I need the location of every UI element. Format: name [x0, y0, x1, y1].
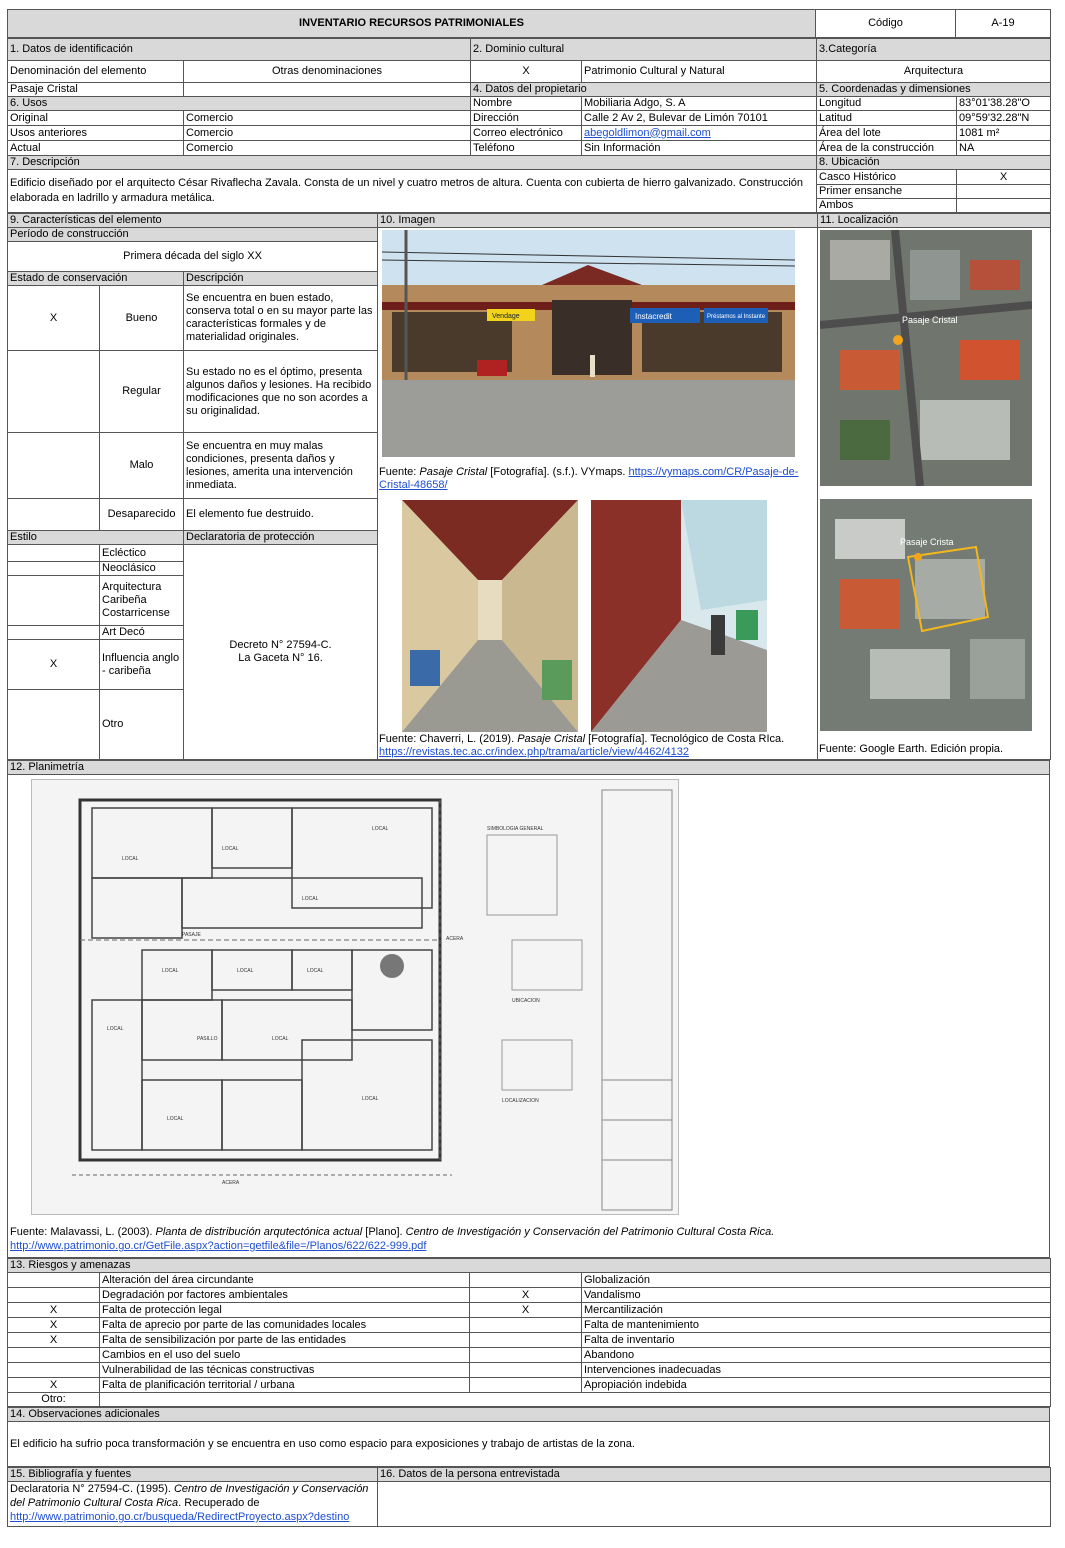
estilo-label: Estilo — [8, 531, 184, 545]
risk-mark: X — [470, 1303, 582, 1318]
declaratoria-label: Declaratoria de protección — [184, 531, 378, 545]
plan-label: LOCAL — [302, 896, 319, 902]
sheet-title: INVENTARIO RECURSOS PATRIMONIALES — [8, 10, 816, 38]
plan-caption — [10, 1225, 1040, 1253]
plan-link[interactable]: http://www.patrimonio.go.cr/GetFile.aspx?action=getfile&file=/Planos/622/622-999.pdf — [10, 1240, 427, 1252]
section-12-title: 12. Planimetría — [8, 761, 1050, 775]
inventory-sheet — [7, 9, 1050, 1527]
estado-mark — [8, 499, 100, 531]
estado-desc: Su estado no es el óptimo, presenta algunos daños y lesiones. Ha recibido modificaciones que no son acordes a su originalidad. — [184, 351, 378, 433]
owner-label: Dirección — [471, 111, 582, 126]
plan-caption-italic1: Planta de distribución arqutectónica actual — [155, 1226, 363, 1238]
plan-label: LOCALIZACION — [502, 1098, 539, 1104]
planimetria-table — [7, 760, 1050, 1258]
dominio-mark: X — [471, 61, 582, 83]
risk-label: Falta de sensibilización por parte de las entidades — [100, 1333, 470, 1348]
owner-label: Correo electrónico — [471, 126, 582, 141]
estilo-name: Neoclásico — [100, 562, 184, 576]
floor-plan — [31, 779, 679, 1215]
risk-label: Vandalismo — [582, 1288, 1051, 1303]
estilo-name: Arquitectura Caribeña Costarricense — [100, 576, 184, 626]
code-value: A-19 — [956, 10, 1051, 38]
coord-label: Área del lote — [817, 126, 957, 141]
map-label-1: Pasaje Cristal — [902, 315, 958, 325]
risk-mark: X — [470, 1288, 582, 1303]
section-16-title: 16. Datos de la persona entrevistada — [378, 1468, 1051, 1482]
estado-mark: X — [8, 286, 100, 351]
risk-label: Mercantilización — [582, 1303, 1051, 1318]
uso-label: Usos anteriores — [8, 126, 184, 141]
risk-mark: X — [8, 1318, 100, 1333]
risk-mark — [470, 1363, 582, 1378]
plan-label: LOCAL — [107, 1026, 124, 1032]
section-13-title: 13. Riesgos y amenazas — [8, 1259, 1051, 1273]
map-satellite-1 — [820, 230, 1032, 486]
risk-label: Vulnerabilidad de las técnicas constructivas — [100, 1363, 470, 1378]
risks-table — [7, 1258, 1051, 1407]
map-satellite-2 — [820, 499, 1032, 731]
risk-mark: X — [8, 1303, 100, 1318]
map-caption: Fuente: Google Earth. Edición propia. — [819, 743, 1004, 755]
owner-email[interactable] — [582, 126, 817, 141]
owner-label: Teléfono — [471, 141, 582, 156]
section-3-title: 3.Categoría — [817, 39, 1051, 61]
maps-cell — [818, 228, 1051, 760]
plan-label: LOCAL — [372, 826, 389, 832]
plan-label: LOCAL — [122, 856, 139, 862]
coord-label: Área de la construcción — [817, 141, 957, 156]
estado-desc: Se encuentra en buen estado, conserva total o en su mayor parte las características formales y de materialidad originales. — [184, 286, 378, 351]
estilo-mark — [8, 562, 100, 576]
caption2-rest: [Fotografía]. Tecnológico de Costa RIca. — [585, 733, 785, 745]
risk-mark — [8, 1348, 100, 1363]
uso-value: Comercio — [184, 111, 471, 126]
plan-label: ACERA — [222, 1180, 240, 1186]
risk-mark — [470, 1378, 582, 1393]
risk-mark — [470, 1348, 582, 1363]
risk-mark — [8, 1273, 100, 1288]
risk-label: Degradación por factores ambientales — [100, 1288, 470, 1303]
uso-label: Original — [8, 111, 184, 126]
section-10-title: 10. Imagen — [378, 214, 818, 228]
photo2-caption — [379, 733, 817, 759]
estado-name: Desaparecido — [100, 499, 184, 531]
ubicacion-mark — [957, 185, 1051, 199]
denominacion-label: Denominación del elemento — [8, 61, 184, 83]
plan-label: LOCAL — [237, 968, 254, 974]
coord-value: 09°59'32.28"N — [957, 111, 1051, 126]
photo-corridor-1 — [402, 500, 578, 732]
bibliography-table — [7, 1467, 1051, 1527]
caption2-prefix: Fuente: Chaverri, L. (2019). — [379, 733, 518, 745]
biblio-rest: . Recuperado de — [178, 1497, 260, 1509]
otras-denominaciones-label: Otras denominaciones — [184, 61, 471, 83]
section-2-title: 2. Dominio cultural — [471, 39, 817, 61]
declaratoria-line2: La Gaceta N° 16. — [238, 652, 323, 664]
risk-otro-value — [100, 1393, 1051, 1407]
estado-name: Bueno — [100, 286, 184, 351]
categoria-value: Arquitectura — [817, 61, 1051, 83]
plan-label: LOCAL — [272, 1036, 289, 1042]
characteristics-table — [7, 213, 1051, 760]
risk-mark — [8, 1288, 100, 1303]
coord-value: NA — [957, 141, 1051, 156]
dominio-value: Patrimonio Cultural y Natural — [582, 61, 817, 83]
uso-value: Comercio — [184, 126, 471, 141]
risk-label: Cambios en el uso del suelo — [100, 1348, 470, 1363]
images-cell — [378, 228, 818, 760]
risk-mark: X — [8, 1333, 100, 1348]
code-label: Código — [816, 10, 956, 38]
sign-instacredit: Instacredit — [635, 312, 672, 321]
estado-desc: Se encuentra en muy malas condiciones, presenta daños y lesiones, amerita una intervención inmediata. — [184, 433, 378, 499]
declaratoria-line1: Decreto N° 27594-C. — [229, 639, 332, 651]
uso-label: Actual — [8, 141, 184, 156]
declaratoria-value — [184, 545, 378, 760]
ubicacion-label: Casco Histórico — [817, 170, 957, 185]
risk-mark — [470, 1333, 582, 1348]
estado-mark — [8, 433, 100, 499]
estilo-mark — [8, 545, 100, 562]
plan-label: UBICACION — [512, 998, 540, 1004]
ubicacion-mark — [957, 199, 1051, 213]
section-7-title: 7. Descripción — [8, 156, 817, 170]
plan-caption-mid: [Plano]. — [362, 1226, 406, 1238]
plan-label: LOCAL — [162, 968, 179, 974]
owner-value: Sin Información — [582, 141, 817, 156]
estado-name: Malo — [100, 433, 184, 499]
plan-label: LOCAL — [362, 1096, 379, 1102]
risk-label: Falta de aprecio por parte de las comunidades locales — [100, 1318, 470, 1333]
estilo-name: Otro — [100, 690, 184, 760]
ubicacion-mark: X — [957, 170, 1051, 185]
ubicacion-label: Primer ensanche — [817, 185, 957, 199]
caption2-italic: Pasaje Cristal — [517, 733, 586, 745]
biblio-link[interactable]: http://www.patrimonio.go.cr/busqueda/RedirectProyecto.aspx?destino — [10, 1511, 350, 1523]
caption1-italic: Pasaje Cristal — [419, 466, 488, 478]
estilo-mark — [8, 690, 100, 760]
plan-caption-italic2: Centro de Investigación y Conservación del Patrimonio Cultural Costa Rica. — [405, 1226, 775, 1238]
sign-prestamos: Préstamos al Instante — [707, 314, 766, 320]
coord-label: Latitud — [817, 111, 957, 126]
periodo-value: Primera década del siglo XX — [8, 242, 378, 272]
section-14-title: 14. Observaciones adicionales — [8, 1408, 1050, 1422]
header-table — [7, 9, 1051, 38]
sign-vendage: Vendage — [492, 313, 520, 320]
descripcion-label: Descripción — [184, 272, 378, 286]
planimetria-cell — [8, 775, 1050, 1258]
section-1-title: 1. Datos de identificación — [8, 39, 471, 61]
estado-name: Regular — [100, 351, 184, 433]
photo1-caption — [379, 466, 817, 492]
plan-label: PASILLO — [197, 1036, 218, 1042]
description-text: Edificio diseñado por el arquitecto César Rivaflecha Zavala. Consta de un nivel y cuatro metros de altura. Cuenta con cubierta de hierro galvanizado. Construcción elaborada en ladrillo y armadura metálica. — [8, 170, 817, 213]
owner-value: Calle 2 Av 2, Bulevar de Limón 70101 — [582, 111, 817, 126]
risk-label: Intervenciones inadecuadas — [582, 1363, 1051, 1378]
map-label-2: Pasaje Crista — [900, 537, 954, 547]
photo-corridor-2 — [591, 500, 767, 732]
risk-mark — [470, 1318, 582, 1333]
caption1-prefix: Fuente: — [379, 466, 420, 478]
risk-label: Alteración del área circundante — [100, 1273, 470, 1288]
photo-facade — [382, 230, 795, 457]
risk-label: Falta de mantenimiento — [582, 1318, 1051, 1333]
otras-denominaciones-value — [184, 83, 471, 97]
denominacion-value: Pasaje Cristal — [8, 83, 184, 97]
plan-label: ACERA — [446, 936, 464, 942]
risk-label: Apropiación indebida — [582, 1378, 1051, 1393]
tec-link[interactable]: https://revistas.tec.ac.cr/index.php/trama/article/view/4462/4132 — [379, 746, 690, 758]
plan-label: SIMBOLOGIA GENERAL — [487, 826, 544, 832]
periodo-label: Período de construcción — [8, 228, 378, 242]
estilo-name: Art Decó — [100, 626, 184, 640]
biblio-prefix: Declaratoria N° 27594-C. (1995). — [10, 1483, 174, 1495]
estilo-name: Influencia anglo - caribeña — [100, 640, 184, 690]
plan-label: LOCAL — [222, 846, 239, 852]
coord-label: Longitud — [817, 97, 957, 111]
owner-value: Mobiliaria Adgo, S. A — [582, 97, 817, 111]
risk-mark: X — [8, 1378, 100, 1393]
risk-label: Falta de planificación territorial / urbana — [100, 1378, 470, 1393]
plan-label: PASAJE — [182, 932, 201, 938]
estilo-mark — [8, 576, 100, 626]
risk-otro-label: Otro: — [8, 1393, 100, 1407]
coord-value: 1081 m² — [957, 126, 1051, 141]
vymaps-link[interactable]: https://vymaps.com/CR/Pasaje-de-Cristal-48658/ — [379, 466, 799, 491]
section-8-title: 8. Ubicación — [817, 156, 1051, 170]
risk-label: Abandono — [582, 1348, 1051, 1363]
estado-mark — [8, 351, 100, 433]
ubicacion-label: Ambos — [817, 199, 957, 213]
plan-caption-prefix: Fuente: Malavassi, L. (2003). — [10, 1226, 156, 1238]
risk-mark — [470, 1273, 582, 1288]
estado-desc: El elemento fue destruido. — [184, 499, 378, 531]
observations-table — [7, 1407, 1050, 1467]
risk-label: Falta de protección legal — [100, 1303, 470, 1318]
section-11-title: 11. Localización — [818, 214, 1051, 228]
plan-label: LOCAL — [307, 968, 324, 974]
estilo-mark — [8, 626, 100, 640]
interviewee-data — [378, 1482, 1051, 1527]
section-9-title: 9. Características del elemento — [8, 214, 378, 228]
email-link[interactable]: abegoldlimon@gmail.com — [584, 126, 711, 139]
risk-label: Falta de inventario — [582, 1333, 1051, 1348]
caption1-rest: [Fotografía]. (s.f.). VYmaps. — [487, 466, 629, 478]
observations-text: El edificio ha sufrio poca transformación y se encuentra en uso como espacio para exposiciones y trabajo de artistas de la zona. — [8, 1422, 1050, 1467]
owner-label: Nombre — [471, 97, 582, 111]
plan-label: LOCAL — [167, 1116, 184, 1122]
section-5-title: 5. Coordenadas y dimensiones — [817, 83, 1051, 97]
section-15-title: 15. Bibliografía y fuentes — [8, 1468, 378, 1482]
identification-table — [7, 38, 1051, 213]
estilo-mark: X — [8, 640, 100, 690]
risk-mark — [8, 1363, 100, 1378]
section-6-title: 6. Usos — [8, 97, 471, 111]
estilo-name: Ecléctico — [100, 545, 184, 562]
risk-label: Globalización — [582, 1273, 1051, 1288]
section-4-title: 4. Datos del propietario — [471, 83, 817, 97]
coord-value: 83°01'38.28"O — [957, 97, 1051, 111]
bibliography-text — [8, 1482, 378, 1527]
estado-label: Estado de conservación — [8, 272, 184, 286]
biblio-italic: Centro de Investigación y Conservación del Patrimonio Cultural Costa Rica — [10, 1483, 369, 1509]
uso-value: Comercio — [184, 141, 471, 156]
